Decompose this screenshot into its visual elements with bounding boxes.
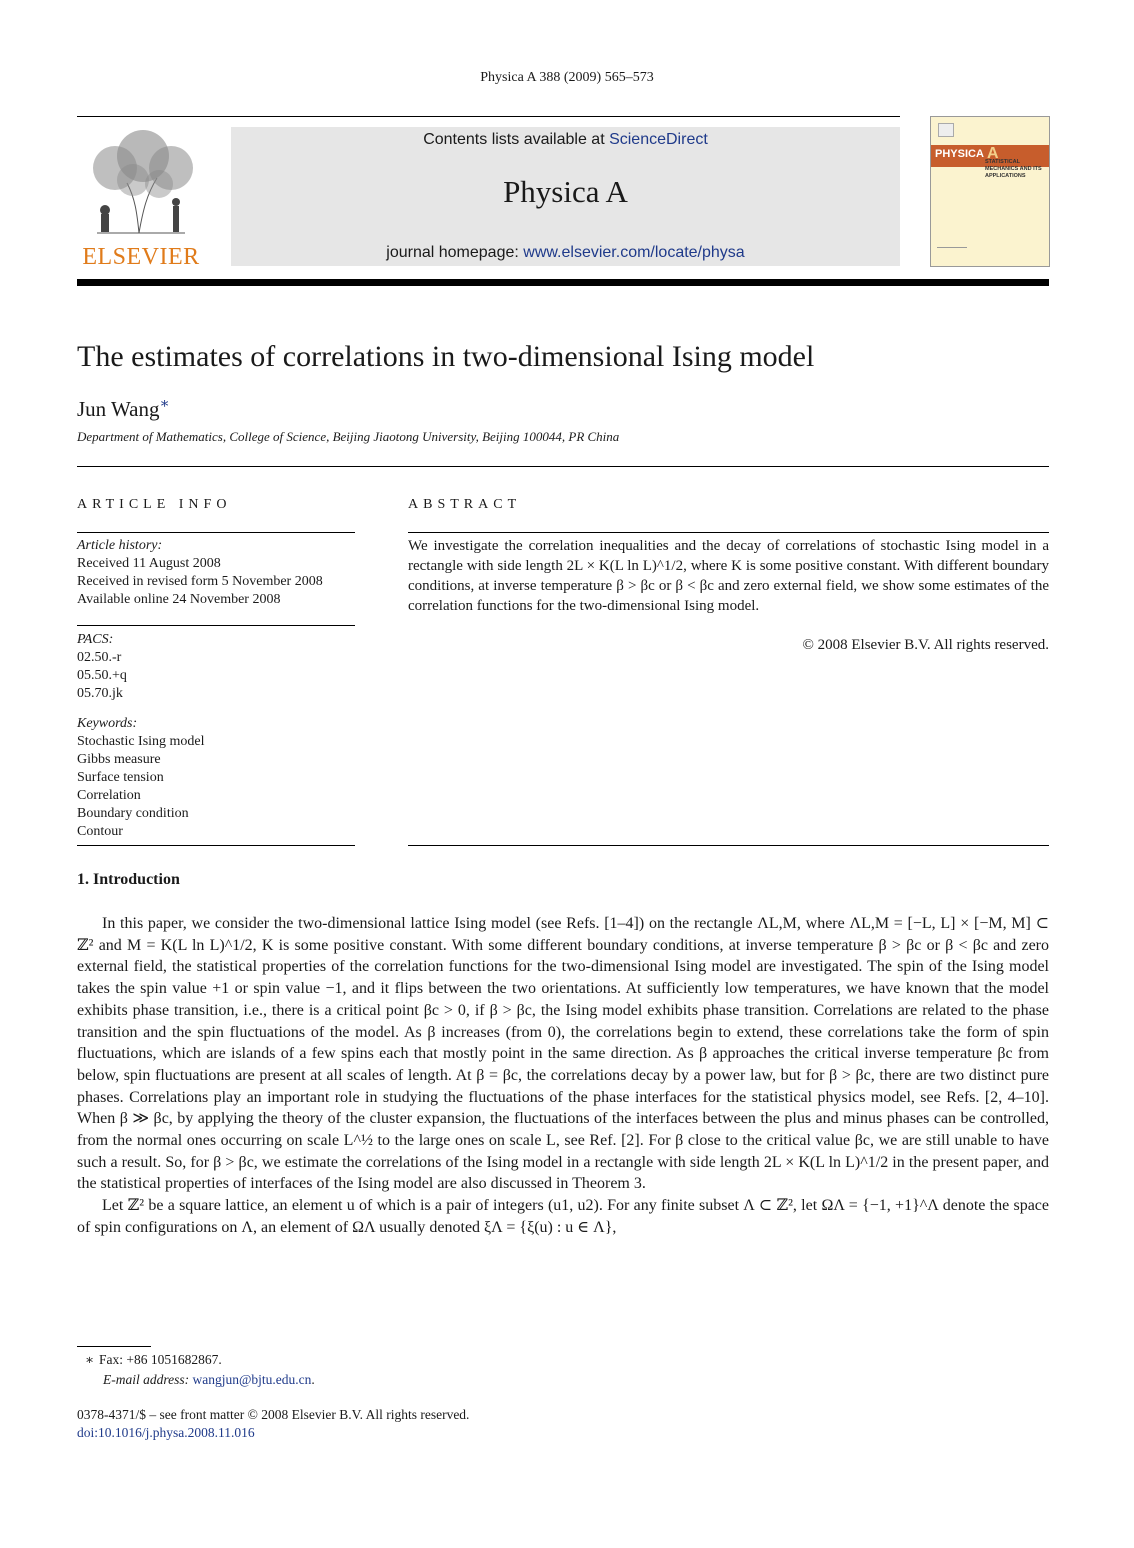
keyword: Contour <box>77 824 123 839</box>
abstract-copyright: © 2008 Elsevier B.V. All rights reserved. <box>802 637 1049 653</box>
abstract-heading: ABSTRACT <box>408 497 522 512</box>
cover-title: PHYSICA <box>935 148 984 160</box>
homepage-prefix: journal homepage: <box>386 244 524 261</box>
footnote-rule <box>77 1346 151 1347</box>
keyword: Stochastic Ising model <box>77 734 205 749</box>
abstract-rule <box>408 532 1049 533</box>
section-heading-introduction: 1. Introduction <box>77 871 180 888</box>
article-info-bottom-rule <box>77 845 355 846</box>
header-rule <box>77 116 900 117</box>
contents-line <box>231 131 900 149</box>
history-label: Article history: <box>77 538 163 553</box>
journal-cover-thumbnail <box>930 116 1050 267</box>
title-rule <box>77 466 1049 467</box>
pacs-block <box>77 631 355 703</box>
cover-letter: A <box>987 145 999 162</box>
journal-homepage-link[interactable]: www.elsevier.com/locate/physa <box>523 244 745 261</box>
history-revised: Received in revised form 5 November 2008 <box>77 574 323 589</box>
article-info-heading: ARTICLE INFO <box>77 497 232 512</box>
masthead-thick-rule <box>77 279 1049 286</box>
abstract-bottom-rule <box>408 845 1049 846</box>
affiliation: Department of Mathematics, College of Science, Beijing Jiaotong University, Beijing 100044, PR China <box>77 429 620 444</box>
journal-name: Physica A <box>503 174 628 209</box>
footnote-email <box>103 1372 315 1388</box>
keywords-label: Keywords: <box>77 716 138 731</box>
article-history <box>77 537 367 609</box>
email-label: E-mail address: <box>103 1372 193 1387</box>
sciencedirect-link[interactable]: ScienceDirect <box>609 131 708 148</box>
pacs-code: 05.50.+q <box>77 668 127 683</box>
paragraph: In this paper, we consider the two-dimensional lattice Ising model (see Refs. [1–4]) on the rectangle ΛL,M, where ΛL,M = [−L, L] × [−M, M] ⊂ ℤ² and M = K(L ln L)^1/2, K is some positive constant. With some different boundary conditions, at inverse temperature β > βc or β < βc and zero external field, the statistical properties of the correlation functions for the two-dimensional Ising model are investigated. The spin of the Ising model takes the spin value +1 or spin value −1, and it flips between the two orientations. At sufficiently low temperatures, we have known that the model exhibits phase transition, i.e., there is a critical point βc > 0, if β > βc, the Ising model exhibits phase transition. Correlations are related to the phase transition and the spin fluctuations of the model. As β increases (from 0), the correlations begin to extend, these correlations take the form of spin fluctuations, which are islands of a few spins each that mostly point in the same direction. As β approaches the critical inverse temperature βc from below, spin fluctuations are present at all scales of length. At β = βc, the correlations decay by a power law, but for β > βc, there are two distinct pure phases. Correlations play an important role in studying the fluctuations of the phase interfaces for the statistical physics model, see Refs. [2, 4–10]. When β ≫ βc, by applying the theory of the cluster expansion, the fluctuations of the interfaces between the plus and minus phases can be controlled, from the normal ones occurring on scale L^½ to the large ones on scale L, see Ref. [2]. For β close to the critical value βc, we are still unable to have such a result. So, for β > βc, we estimate the correlations of the Ising model in a rectangle with side length 2L × K(L ln L)^1/2 in the present paper, and the statistical properties of interfaces of the Ising model are also discussed in Theorem 3. <box>77 915 1049 1193</box>
email-period: . <box>311 1372 315 1387</box>
keyword: Boundary condition <box>77 806 189 821</box>
history-online: Available online 24 November 2008 <box>77 592 281 607</box>
doi-link-line <box>77 1425 255 1441</box>
keyword: Surface tension <box>77 770 164 785</box>
keyword: Gibbs measure <box>77 752 161 767</box>
contents-prefix: Contents lists available at <box>423 131 610 148</box>
history-rule <box>77 625 355 626</box>
publisher-wordmark: ELSEVIER <box>82 244 200 270</box>
front-matter-line: 0378-4371/$ – see front matter © 2008 Elsevier B.V. All rights reserved. <box>77 1407 470 1422</box>
cover-footer-mark <box>937 247 967 258</box>
email-link[interactable]: wangjun@bjtu.edu.cn <box>192 1372 312 1387</box>
pacs-code: 05.70.jk <box>77 686 123 701</box>
history-received: Received 11 August 2008 <box>77 556 221 571</box>
footnote-fax <box>77 1352 222 1368</box>
article-info-rule <box>77 532 355 533</box>
homepage-line <box>231 244 900 262</box>
author-name: Jun Wang <box>77 397 160 421</box>
article-title: The estimates of correlations in two-dimensional Ising model <box>77 340 815 373</box>
running-head: Physica A 388 (2009) 565–573 <box>480 70 654 85</box>
keywords-block <box>77 715 355 841</box>
keyword: Correlation <box>77 788 141 803</box>
author-line <box>77 394 170 422</box>
fax-number: Fax: +86 1051682867. <box>99 1352 222 1367</box>
footnote-mark: ∗ <box>85 1352 95 1367</box>
introduction-body <box>77 913 1049 1239</box>
pacs-code: 02.50.-r <box>77 650 122 665</box>
cover-subtitle: STATISTICAL MECHANICS AND ITS APPLICATIONS <box>985 159 1042 179</box>
doi-link[interactable]: doi:10.1016/j.physa.2008.11.016 <box>77 1425 255 1440</box>
paragraph: Let ℤ² be a square lattice, an element u of which is a pair of integers (u1, u2). For any finite subset Λ ⊂ ℤ², let ΩΛ = {−1, +1}^Λ denote the space of spin configurations on Λ, an element of ΩΛ usually denoted ξΛ = {ξ(u) : u ∈ Λ}, <box>77 1197 1049 1236</box>
author-footnote-mark[interactable]: ∗ <box>159 396 170 412</box>
cover-emblem-icon <box>938 123 954 137</box>
pacs-label: PACS: <box>77 632 114 647</box>
abstract-text: We investigate the correlation inequalities and the decay of correlations of stochastic Ising model in a rectangle with side length 2L × K(L ln L)^1/2, where K is some positive constant. With different boundary conditions, at inverse temperature β > βc or β < βc and zero external field, we show some estimates of the correlation functions for the two-dimensional Ising model. <box>408 538 1049 614</box>
